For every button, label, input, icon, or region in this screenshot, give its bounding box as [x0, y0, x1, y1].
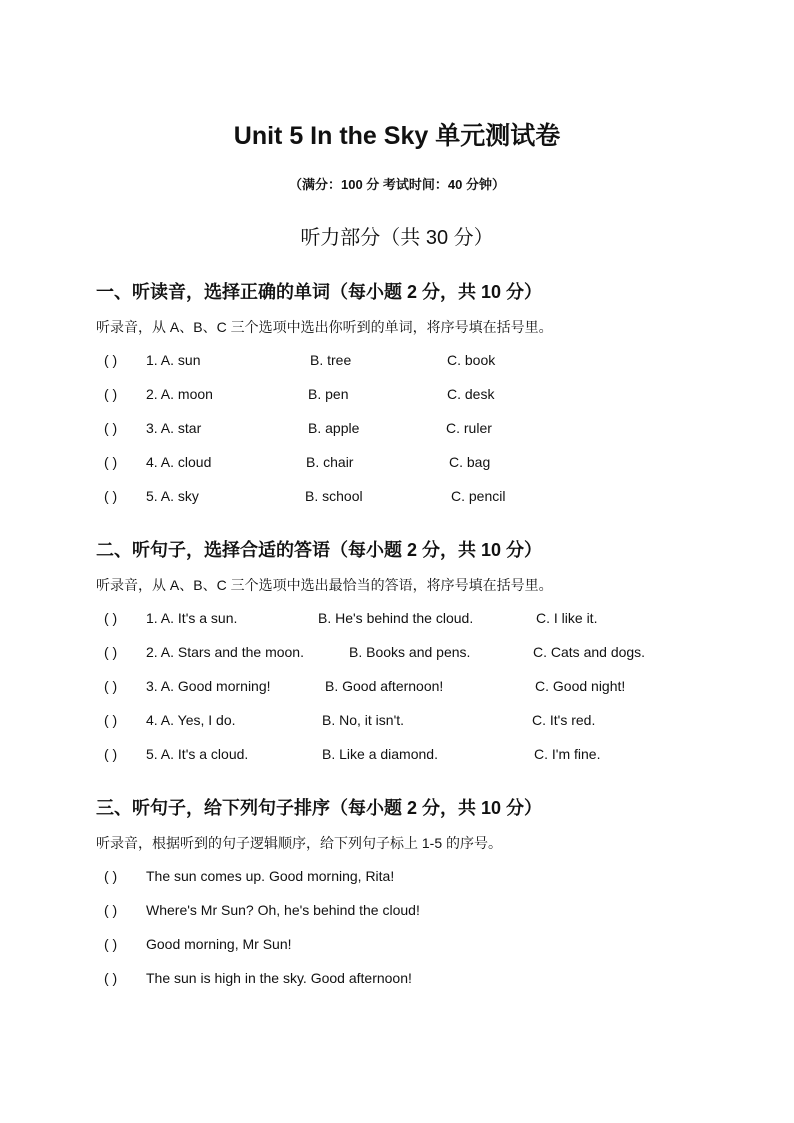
answer-blank[interactable]: ( ) — [104, 420, 118, 436]
sentence-text: Where's Mr Sun? Oh, he's behind the cloud! — [146, 902, 420, 918]
option-a: 2. A. Stars and the moon. — [146, 644, 304, 660]
option-b: B. apple — [308, 420, 360, 436]
option-b: B. No, it isn't. — [322, 712, 405, 728]
question-row — [96, 343, 776, 377]
option-b: B. school — [305, 488, 363, 504]
sentence-text: Good morning, Mr Sun! — [146, 936, 292, 952]
option-a: 3. A. Good morning! — [146, 678, 271, 694]
sentence-text: The sun comes up. Good morning, Rita! — [146, 868, 395, 884]
option-a: 3. A. star — [146, 420, 202, 436]
answer-blank[interactable]: ( ) — [104, 610, 118, 626]
option-c: C. bag — [449, 454, 491, 470]
question-row — [96, 635, 776, 669]
section-instruction: 听录音，从 A、B、C 三个选项中选出最恰当的答语，将序号填在括号里。 — [96, 577, 553, 593]
part-title: 听力部分（共 30 分） — [300, 227, 494, 249]
option-a: 2. A. moon — [146, 386, 213, 402]
order-blank[interactable]: ( ) — [104, 868, 118, 884]
question-row — [96, 703, 776, 737]
option-b: B. chair — [306, 454, 354, 470]
option-a: 4. A. Yes, I do. — [146, 712, 236, 728]
section-heading: 一、听读音，选择正确的单词（每小题 2 分，共 10 分） — [96, 282, 543, 302]
option-a: 4. A. cloud — [146, 454, 212, 470]
section-3 — [96, 795, 776, 995]
sentence-text: The sun is high in the sky. Good afternoon! — [146, 970, 412, 986]
question-row — [96, 737, 776, 771]
answer-blank[interactable]: ( ) — [104, 678, 118, 694]
answer-blank[interactable]: ( ) — [104, 644, 118, 660]
answer-blank[interactable]: ( ) — [104, 386, 118, 402]
section-2 — [96, 537, 776, 771]
option-b: B. Like a diamond. — [322, 746, 438, 762]
sentence-row — [96, 927, 776, 961]
section-1 — [96, 279, 776, 513]
question-row — [96, 669, 776, 703]
option-b: B. He's behind the cloud. — [318, 610, 474, 626]
option-a: 5. A. It's a cloud. — [146, 746, 249, 762]
sentence-row — [96, 961, 776, 995]
answer-blank[interactable]: ( ) — [104, 488, 118, 504]
question-row — [96, 377, 776, 411]
question-row — [96, 445, 776, 479]
section-heading: 三、听句子，给下列句子排序（每小题 2 分，共 10 分） — [96, 798, 543, 818]
order-blank[interactable]: ( ) — [104, 902, 118, 918]
order-blank[interactable]: ( ) — [104, 970, 118, 986]
answer-blank[interactable]: ( ) — [104, 712, 118, 728]
option-c: C. Good night! — [535, 678, 626, 694]
option-b: B. Good afternoon! — [325, 678, 444, 694]
option-a: 1. A. sun — [146, 352, 201, 368]
option-c: C. ruler — [446, 420, 492, 436]
question-row — [96, 601, 776, 635]
answer-blank[interactable]: ( ) — [104, 352, 118, 368]
option-c: C. pencil — [451, 488, 506, 504]
score-note: （满分：100 分 考试时间：40 分钟） — [289, 177, 505, 192]
option-c: C. I'm fine. — [534, 746, 601, 762]
question-row — [96, 479, 776, 513]
order-blank[interactable]: ( ) — [104, 936, 118, 952]
question-row — [96, 411, 776, 445]
section-instruction: 听录音，根据听到的句子逻辑顺序，给下列句子标上 1-5 的序号。 — [96, 835, 503, 851]
sentence-row — [96, 893, 776, 927]
option-c: C. I like it. — [536, 610, 598, 626]
answer-blank[interactable]: ( ) — [104, 746, 118, 762]
sentence-row — [96, 859, 776, 893]
option-c: C. It's red. — [532, 712, 596, 728]
option-a: 5. A. sky — [146, 488, 199, 504]
option-c: C. Cats and dogs. — [533, 644, 646, 660]
section-instruction: 听录音，从 A、B、C 三个选项中选出你听到的单词，将序号填在括号里。 — [96, 319, 553, 335]
exam-title: Unit 5 In the Sky 单元测试卷 — [233, 122, 561, 150]
option-b: B. pen — [308, 386, 349, 402]
option-b: B. Books and pens. — [349, 644, 471, 660]
option-b: B. tree — [310, 352, 352, 368]
section-heading: 二、听句子，选择合适的答语（每小题 2 分，共 10 分） — [96, 540, 543, 560]
answer-blank[interactable]: ( ) — [104, 454, 118, 470]
option-c: C. book — [447, 352, 496, 368]
option-a: 1. A. It's a sun. — [146, 610, 238, 626]
option-c: C. desk — [447, 386, 495, 402]
